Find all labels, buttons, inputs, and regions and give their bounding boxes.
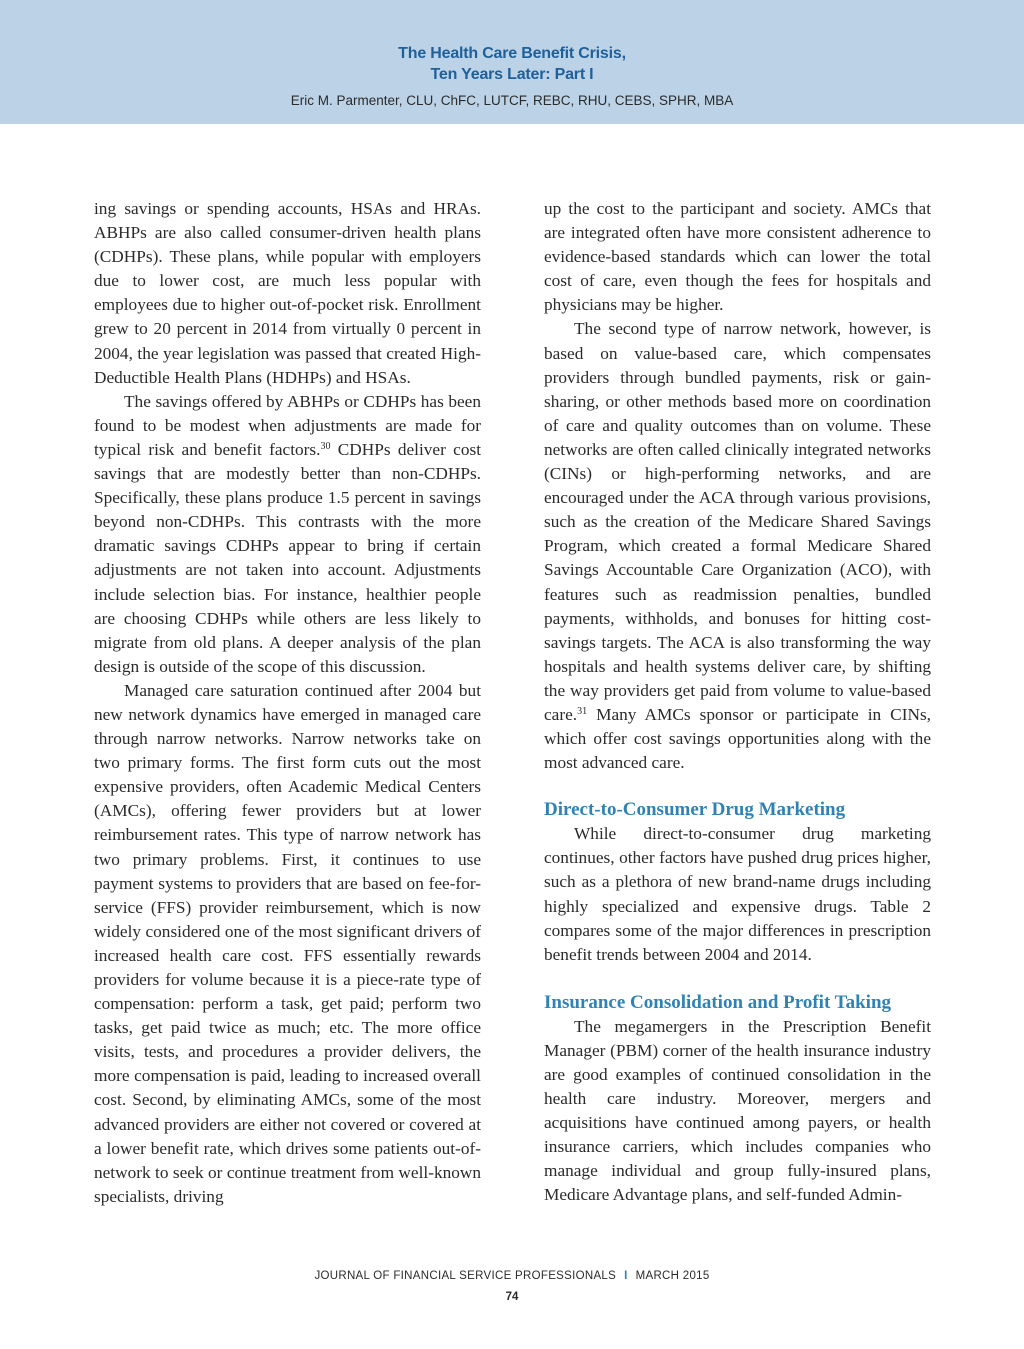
page-number: 74 [505,1291,519,1303]
footer-separator: I [624,1270,628,1282]
article-title-line-2: Ten Years Later: Part I [430,66,594,83]
left-paragraph-2 [94,390,481,679]
right-column [544,197,931,1208]
right-paragraph-2-text-a: The second type of narrow network, however, is based on value-based care, which compensates providers through bundled payments, risk or gain-sharing, or other methods based more on coordination of care and quality outcomes than on volume. These networks are often called clinically integrated networks (CINs) or high-performing networks, and are encouraged under the ACA through various provisions, such as the creation of the Medicare Shared Savings Program, which created a formal Medicare Shared Savings Accountable Care Organization (ACO), with features such as readmission penalties, bundled payments, withholds, and bonuses for hitting cost-savings targets. The ACA is also transforming the way hospitals and health systems deliver care, by shifting the way providers get paid from volume to value-based care. [544,319,931,724]
left-paragraph-1: ing savings or spending accounts, HSAs and HRAs. ABHPs are also called consumer-driven health plans (CDHPs). These plans, while popular with employers due to lower cost, are much less popular with employees due to higher out-of-pocket risk. Enrollment grew to 20 percent in 2014 from virtually 0 percent in 2004, the year legislation was passed that created High-Deductible Health Plans (HDHPs) and HSAs. [94,199,481,387]
right-paragraph-2-text-b: Many AMCs sponsor or participate in CINs, which offer cost savings opportunities along with the most advanced care. [544,704,931,773]
article-title-line-1: The Health Care Benefit Crisis, [398,45,626,62]
header-band [0,0,1024,124]
footnote-ref-30: 30 [320,440,331,452]
footnote-ref-31: 31 [577,705,588,717]
left-paragraph-3: Managed care saturation continued after 2004 but new network dynamics have emerged in managed care through narrow networks. Narrow networks take on two primary forms. The first form cuts out the most expensive providers, often Academic Medical Centers (AMCs), offering fewer providers but at lower reimbursement rates. This type of narrow network has two primary problems. First, it continues to use payment systems to providers that are based on fee-for-service (FFS) provider reimbursement, which is now widely considered one of the most significant drivers of increased health care cost. FFS essentially rewards providers for volume because it is a piece-rate type of compensation: perform a task, get paid; perform two tasks, get paid twice as much; etc. The more office visits, tests, and procedures a provider delivers, the more compensation is paid, leading to increased overall cost. Second, by eliminating AMCs, some of the most advanced providers are either not covered or covered at a lower benefit rate, which drives some patients out-of-network to seek or continue treatment from well-known specialists, driving [94,680,481,1206]
author-byline: Eric M. Parmenter, CLU, ChFC, LUTCF, REBC, RHU, CEBS, SPHR, MBA [290,93,734,108]
left-column [94,197,481,1209]
left-paragraph-2-text-a: The savings offered by ABHPs or CDHPs has been found to be modest when adjustments are made for typical risk and benefit factors. [94,391,481,459]
page-footer [0,1270,1024,1282]
right-paragraph-2 [544,317,931,775]
right-paragraph-4: The megamergers in the Prescription Benefit Manager (PBM) corner of the health insurance industry are good examples of continued consolidation in the health care industry. Moreover, mergers and acquisitions have continued among payers, or health insurance carriers, which includes companies who manage individual and group fully-insured plans, Medicare Advantage plans, and self-funded Admin- [544,1016,931,1205]
right-paragraph-3: While direct-to-consumer drug marketing continues, other factors have pushed drug prices higher, such as a plethora of new brand-name drugs including highly specialized and expensive drugs. Table 2 compares some of the major differences in prescription benefit trends between 2004 and 2014. [544,824,931,964]
footer-issue-date: MARCH 2015 [635,1270,710,1282]
left-paragraph-2-text-b: CDHPs deliver cost savings that are modestly better than non-CDHPs. Specifically, these plans produce 1.5 percent in savings beyond non-CDHPs. This contrasts with the more dramatic savings CDHPs appear to bring if certain adjustments are not taken into account. Adjustments include selection bias. For instance, healthier people are choosing CDHPs while others are less likely to migrate from old plans. A deeper analysis of the plan design is outside of the scope of this discussion. [94,439,481,676]
right-paragraph-1: up the cost to the participant and society. AMCs that are integrated often have more consistent adherence to evidence-based standards which can lower the total cost of care, even though the fees for hospitals and physicians may be higher. [544,199,931,315]
footer-journal-name: JOURNAL OF FINANCIAL SERVICE PROFESSIONALS [314,1270,617,1282]
section-heading-insurance-consolidation: Insurance Consolidation and Profit Taking [544,991,892,1013]
section-heading-drug-marketing: Direct-to-Consumer Drug Marketing [544,799,846,821]
